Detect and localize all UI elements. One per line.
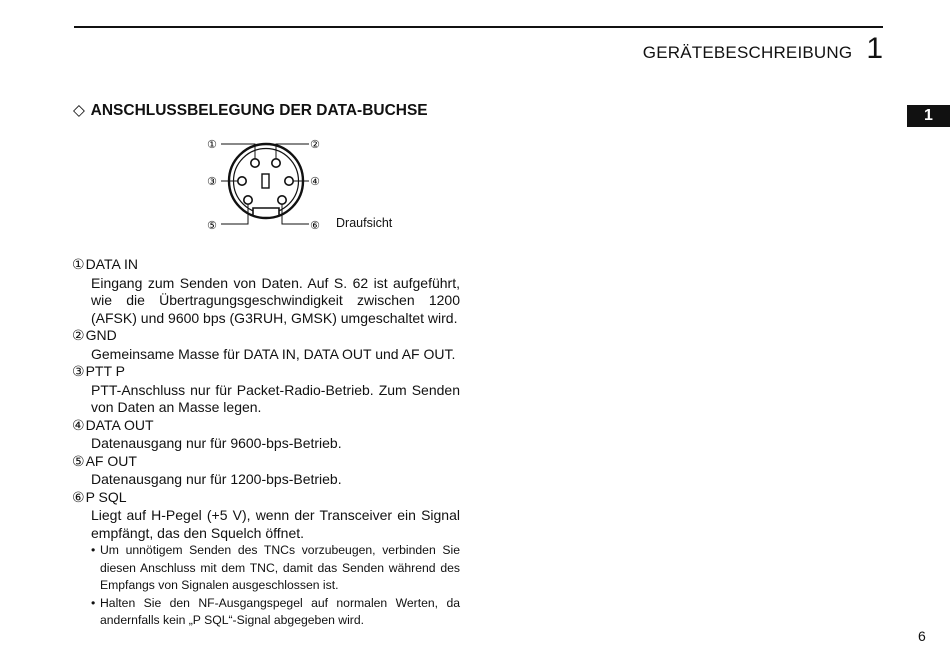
pin-5-label: ⑤ bbox=[207, 219, 217, 232]
pin-name: AF OUT bbox=[85, 452, 137, 469]
pin-name: DATA IN bbox=[85, 256, 138, 272]
note-item bbox=[91, 595, 460, 630]
section-title-text: ANSCHLUSSBELEGUNG DER DATA-BUCHSE bbox=[90, 102, 428, 119]
pin-5-hole bbox=[244, 196, 252, 204]
pin-number: ⑥ bbox=[72, 489, 85, 506]
chapter-header bbox=[643, 32, 883, 66]
pin-number: ③ bbox=[72, 364, 85, 380]
pin-number: ④ bbox=[72, 417, 85, 434]
connector-inner-ring bbox=[234, 149, 299, 214]
pin-description: Liegt auf H-Pegel (+5 V), wenn der Transceiver ein Signal empfängt, das den Squelch öffnet. bbox=[91, 507, 460, 541]
pin-description: Datenausgang nur für 9600-bps-Betrieb. bbox=[91, 435, 342, 451]
pin-name: GND bbox=[85, 327, 117, 343]
pin-2-label: ② bbox=[310, 138, 320, 151]
view-label: Draufsicht bbox=[336, 216, 393, 230]
section-title bbox=[73, 101, 428, 120]
top-rule bbox=[74, 26, 883, 28]
pin-item bbox=[72, 256, 460, 327]
pin-list bbox=[72, 256, 460, 630]
pin-description: Eingang zum Senden von Daten. Auf S. 62 ist aufgeführt, wie die Übertragungsgeschwindigkeit zwischen 1200 (AFSK) und 9600 bps (G3RUH, GMSK) umgeschaltet wird. bbox=[91, 274, 460, 326]
pin-description: Datenausgang nur für 1200-bps-Betrieb. bbox=[91, 471, 342, 487]
pin-item bbox=[72, 363, 460, 417]
pin-item bbox=[72, 327, 460, 363]
connector-outer-ring bbox=[229, 144, 303, 218]
connector-center-slot bbox=[262, 174, 269, 188]
note-item bbox=[91, 542, 460, 595]
pin-name: DATA OUT bbox=[85, 416, 154, 433]
pin-number: ① bbox=[72, 257, 85, 273]
pin-3-hole bbox=[238, 177, 246, 185]
note-text: Halten Sie den NF-Ausgangspegel auf normalen Werten, da andernfalls kein „P SQL“-Signal abgegeben wird. bbox=[100, 595, 460, 627]
connector-key-notch bbox=[253, 208, 279, 215]
pin-description: Gemeinsame Masse für DATA IN, DATA OUT und AF OUT. bbox=[91, 345, 456, 362]
pin-heading bbox=[72, 489, 460, 508]
pin-item bbox=[72, 453, 460, 489]
bullet-icon: • bbox=[91, 543, 96, 557]
pin-5-leader bbox=[221, 204, 248, 224]
chapter-number: 1 bbox=[866, 32, 883, 65]
pin-heading bbox=[72, 417, 460, 436]
din-connector-diagram bbox=[195, 132, 335, 237]
pin-heading bbox=[72, 256, 460, 275]
pin-6-label: ⑥ bbox=[310, 219, 320, 232]
chapter-tab bbox=[907, 105, 950, 127]
pin-2-hole bbox=[272, 159, 280, 167]
diamond-icon: ◇ bbox=[73, 102, 85, 119]
pin-number: ② bbox=[72, 328, 85, 344]
note-text: Um unnötigem Senden des TNCs vorzubeugen, verbinden Sie diesen Anschluss mit dem TNC, damit das Senden während des Empfangs von Signalen ausgeschlossen ist. bbox=[100, 543, 460, 592]
chapter-tab-number: 1 bbox=[924, 107, 933, 124]
pin-3-label: ③ bbox=[207, 175, 217, 188]
pin-1-label: ① bbox=[207, 138, 217, 151]
pin-name: PTT P bbox=[85, 363, 125, 379]
bullet-icon: • bbox=[91, 595, 96, 610]
pin-heading bbox=[72, 327, 460, 346]
pin-number: ⑤ bbox=[72, 453, 85, 470]
pin-heading bbox=[72, 363, 460, 382]
chapter-title: GERÄTEBESCHREIBUNG bbox=[642, 43, 853, 62]
pin-4-label: ④ bbox=[310, 175, 320, 188]
pin-4-hole bbox=[285, 177, 293, 185]
page-number: 6 bbox=[918, 628, 926, 644]
pin-description: PTT-Anschluss nur für Packet-Radio-Betrieb. Zum Senden von Daten an Masse legen. bbox=[91, 381, 460, 415]
pin-1-hole bbox=[251, 159, 259, 167]
pin-6-hole bbox=[278, 196, 286, 204]
notes-list bbox=[72, 542, 460, 630]
pin-heading bbox=[72, 453, 460, 472]
pin-name: P SQL bbox=[85, 488, 127, 505]
pin-item bbox=[72, 489, 460, 543]
pin-item bbox=[72, 417, 460, 453]
